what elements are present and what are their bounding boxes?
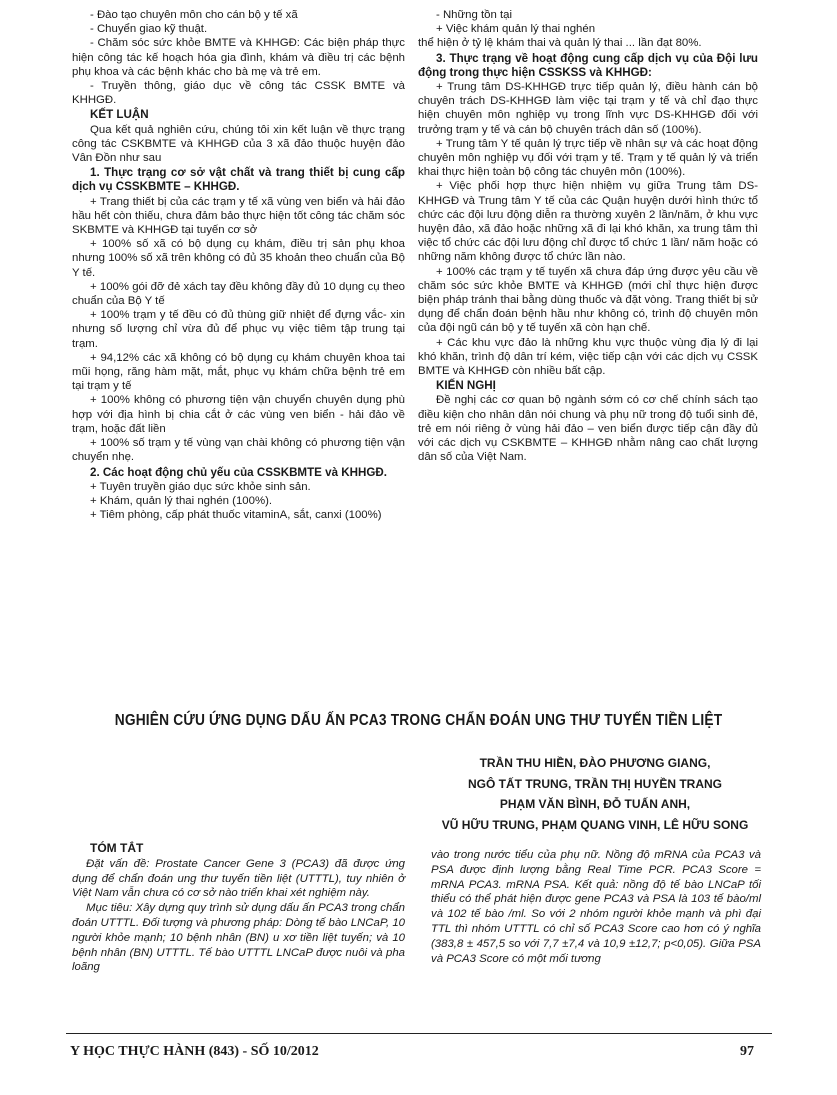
paragraph: - Đào tạo chuyên môn cho cán bộ y tế xã bbox=[90, 9, 298, 21]
left-column bbox=[72, 8, 405, 522]
article-title: NGHIÊN CỨU ỨNG DỤNG DẤU ẤN PCA3 TRONG CHẨN ĐOÁN UNG THƯ TUYẾN TIỀN LIỆT bbox=[114, 712, 723, 729]
paragraph: - Chăm sóc sức khỏe BMTE và KHHGĐ: Các biện pháp thực hiện công tác kế hoạch hóa gia đình, khám và điều trị các bệnh phụ khoa và các bệnh khác cho bà mẹ và trẻ em. bbox=[72, 37, 405, 78]
paragraph: + Các khu vực đảo là những khu vực thuộc vùng địa lý đi lại khó khăn, trình độ dân trí kém, việc tiếp cận với các dịch vụ CSSK BMTE và KHHGĐ còn nhiều bất cập. bbox=[418, 336, 758, 378]
abstract-heading: TÓM TẮT bbox=[90, 841, 144, 855]
paragraph: - Chuyển giao kỹ thuật. bbox=[90, 23, 208, 36]
paragraph: Đề nghị các cơ quan bộ ngành sớm có cơ chế chính sách tạo điều kiện cho nhân dân nói chung và phụ nữ trong độ tuổi sinh đẻ, trẻ em nói riêng ở vùng hải đảo – ven biển được tiếp cận đầy đủ với các dịch vụ CSKBMTE – KHHGĐ nhằm nâng cao chất lượng dân số của Việt Nam. bbox=[418, 394, 758, 464]
paragraph: + Trung tâm DS-KHHGĐ trực tiếp quản lý, điều hành cán bộ chuyên trách DS-KHHGĐ làm việc tại trạm y tế và chỉ đạo thực hiện chuyên môn nghiệp vụ trong lĩnh vực DS-KHHGĐ đối với trưởng trạm y tế và cán bộ chuyên trách dân số (100%). bbox=[418, 81, 758, 136]
paragraph: Qua kết quả nghiên cứu, chúng tôi xin kết luận về thực trạng công tác CSKBMTE và KHHGĐ của 3 xã đảo thuộc huyện đảo Vân Đồn như sau bbox=[72, 123, 405, 165]
author-line: NGÔ TẤT TRUNG, TRẦN THỊ HUYỀN TRANG bbox=[468, 776, 722, 791]
paragraph: - Những tồn tại bbox=[436, 9, 513, 21]
journal-name: Y HỌC THỰC HÀNH (843) - SỐ 10/2012 bbox=[70, 1044, 319, 1059]
paragraph: + Việc khám quản lý thai nghén bbox=[436, 23, 596, 36]
section-heading: KẾT LUẬN bbox=[90, 108, 149, 122]
paragraph: + 100% số xã có bộ dụng cụ khám, điều trị sản phụ khoa nhưng 100% số xã trên không có đủ 35 khoản theo chuẩn của Bộ Y tế. bbox=[72, 238, 405, 279]
paragraph: - Truyền thông, giáo dục về công tác CSSK BMTE và KHHGĐ. bbox=[72, 80, 405, 107]
abstract-paragraph: Mục tiêu: Xây dựng quy trình sử dụng dấu ấn PCA3 trong chẩn đoán UTTTL. Đối tượng và phương pháp: Dòng tế bào LNCaP, 10 người khỏe mạnh; 10 bệnh nhân (BN) u xơ tiền liệt tuyến; và 10 bệnh nhân (BN) UTTTL. Tế bào UTTTL LNCaP được nuôi và pha loãng bbox=[72, 902, 405, 974]
paragraph: + Trang thiết bị của các trạm y tế xã vùng ven biển và hải đảo hầu hết còn thiếu, chưa đảm bảo thực hiện tốt công tác chăm sóc SKBMTE và KHHGĐ tại tuyến cơ sở bbox=[72, 195, 405, 237]
paragraph: + 100% các trạm y tế tuyến xã chưa đáp ứng được yêu cầu về chăm sóc sức khỏe BMTE và KHHGĐ (mới chỉ thực hiện được biện pháp tránh thai bằng dùng thuốc và đặt vòng. Trang thiết bị sử dụng để chẩn đoán bệnh hầu như không có, trình độ chuyên môn của đội ngũ cán bộ y tế tuyến xã còn hạn chế. bbox=[418, 265, 758, 335]
paragraph: + Khám, quản lý thai nghén (100%). bbox=[90, 494, 273, 507]
paragraph: + Trung tâm Y tế quản lý trực tiếp về nhân sự và các hoạt động chuyên môn nghiệp vụ đối với trạm y tế. Trạm y tế quản lý và triển khai thực hiện toàn bộ công tác chuyên môn (100%). bbox=[418, 137, 758, 179]
abstract-right-column bbox=[431, 848, 761, 966]
paragraph: + Tiêm phòng, cấp phát thuốc vitaminA, sắt, canxi (100%) bbox=[90, 509, 382, 522]
section-heading: 3. Thực trạng về hoạt động cung cấp dịch vụ của Đội lưu động trong thực hiện CSSKSS và KHHGĐ: bbox=[418, 51, 758, 79]
paragraph: + Tuyên truyền giáo dục sức khỏe sinh sản. bbox=[90, 480, 311, 493]
paragraph: + 100% số trạm y tế vùng vạn chài không có phương tiện vận chuyển nhẹ. bbox=[72, 437, 405, 464]
right-column bbox=[418, 8, 758, 465]
page-number: 97 bbox=[740, 1044, 754, 1059]
author-line: TRẦN THU HIỀN, ĐÀO PHƯƠNG GIANG, bbox=[479, 756, 711, 770]
section-heading: 1. Thực trạng cơ sở vật chất và trang thiết bị cung cấp dịch vụ CSSKBMTE – KHHGĐ. bbox=[72, 166, 405, 194]
paragraph: + 94,12% các xã không có bộ dụng cụ khám chuyên khoa tai mũi họng, răng hàm mặt, mắt, phục vụ khám chữa bệnh trẻ em tại trạm y tế bbox=[72, 351, 405, 393]
section-heading: 2. Các hoạt động chủ yếu của CSSKBMTE và KHHGĐ. bbox=[90, 465, 387, 479]
paragraph: thể hiện ở tỷ lệ khám thai và quản lý thai ... lần đạt 80%. bbox=[418, 37, 702, 50]
paragraph: + 100% gói đỡ đẻ xách tay đều không đầy đủ 10 dụng cụ theo chuẩn của Bộ Y tế bbox=[72, 280, 405, 308]
abstract-paragraph: vào trong nước tiểu của phụ nữ. Nồng độ mRNA của PCA3 và PSA được định lượng bằng Real Time PCR. PCA3 Score = mRNA PCA3. mRNA PSA. Kết quả: nồng độ tế bào LNCaP tối thiểu có thể phát hiện được gene PCA3 và PSA là 103 tế bào/ml và 102 tế bào /ml. So với 2 nhóm người khỏe mạnh và phì đại TTL thì nhóm UTTTL có chỉ số PCA3 Score cao hơn có ý nghĩa (383,8 ± 457,5 so với 7,7 ±7,4 và 10,9 ±12,7; p<0,05). Giữa PSA và PCA3 Score có một mối tương bbox=[431, 849, 761, 965]
section-heading: KIẾN NGHỊ bbox=[436, 379, 496, 393]
author-line: PHẠM VĂN BÌNH, ĐỖ TUẤN ANH, bbox=[499, 797, 691, 811]
abstract-paragraph: Đặt vấn đề: Prostate Cancer Gene 3 (PCA3) đã được ứng dụng để chẩn đoán ung thư tuyến tiền liệt (UTTTL), tuy nhiên ở Việt Nam vẫn chưa có cơ sở nào triển khai xét nghiệm này. bbox=[72, 857, 405, 900]
paragraph: + 100% trạm y tế đều có đủ thùng giữ nhiệt để đựng vắc- xin nhưng số lượng chỉ vừa đủ để phục vụ việc tiêm tập trung tại trạm. bbox=[72, 309, 405, 350]
paragraph: + Việc phối hợp thực hiện nhiệm vụ giữa Trung tâm DS-KHHGĐ và Trung tâm Y tế của các Quận huyện dưới hình thức tổ chức các đội lưu động diễn ra thường xuyên 2 lần/năm, ở khu vực huyện đảo, xã đảo hoặc những xã đi lại khó khăn, xa trung tâm thì việc tổ chức các đội lưu động chỉ được tổ chức 1 lần/ năm hoặc có những năm không được tổ chức lần nào. bbox=[418, 180, 758, 264]
author-list bbox=[410, 753, 780, 835]
author-line: VŨ HỮU TRUNG, PHẠM QUANG VINH, LÊ HỮU SONG bbox=[441, 817, 749, 832]
paragraph: + 100% không có phương tiện vận chuyển chuyên dụng phù hợp với địa hình bị chia cắt ở các vùng ven biển - hải đảo về trạm, hoặc đất liền bbox=[72, 394, 405, 435]
abstract-left-column bbox=[72, 841, 405, 975]
footer-divider bbox=[66, 1033, 772, 1034]
